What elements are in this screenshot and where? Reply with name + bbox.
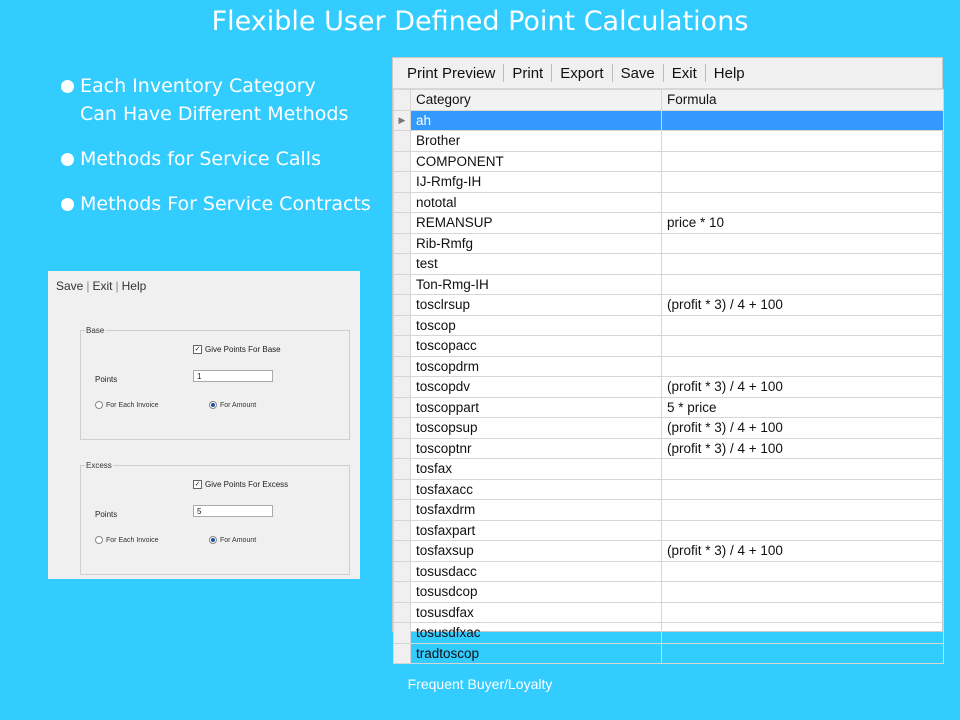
- formula-cell[interactable]: [662, 315, 944, 336]
- table-row[interactable]: [394, 110, 944, 131]
- table-row[interactable]: [394, 356, 944, 377]
- category-cell[interactable]: tosusdcop: [411, 582, 662, 603]
- base-points-label: Points: [95, 375, 118, 384]
- row-selector[interactable]: [394, 110, 411, 131]
- bullet-text: Methods for Service Calls: [80, 148, 321, 170]
- formula-cell[interactable]: [662, 561, 944, 582]
- give-points-excess-checkbox[interactable]: [193, 480, 288, 489]
- radio-label: For Each Invoice: [106, 536, 159, 544]
- formula-cell[interactable]: [662, 582, 944, 603]
- print-button[interactable]: Print: [512, 64, 544, 82]
- category-formula-window: [392, 57, 943, 661]
- radio-label: For Each Invoice: [106, 401, 159, 409]
- column-header-category[interactable]: Category: [411, 90, 662, 111]
- dialog-menu-bar: Save | Exit | Help: [53, 279, 149, 293]
- row-selector[interactable]: [394, 377, 411, 398]
- formula-cell[interactable]: [662, 131, 944, 152]
- formula-cell[interactable]: (profit * 3) / 4 + 100: [662, 418, 944, 439]
- excess-points-input[interactable]: 5: [193, 505, 273, 517]
- dialog-menu-save[interactable]: Save: [56, 279, 84, 293]
- formula-cell[interactable]: (profit * 3) / 4 + 100: [662, 377, 944, 398]
- category-cell[interactable]: tosusdfax: [411, 602, 662, 623]
- bullet-dot-icon: [61, 80, 74, 93]
- row-selector[interactable]: [394, 295, 411, 316]
- table-row[interactable]: [394, 377, 944, 398]
- export-button[interactable]: Export: [560, 64, 604, 82]
- category-cell[interactable]: toscopsup: [411, 418, 662, 439]
- formula-cell[interactable]: [662, 500, 944, 521]
- column-header-formula[interactable]: Formula: [662, 90, 944, 111]
- base-radio-each-invoice[interactable]: [95, 401, 159, 409]
- table-row[interactable]: [394, 254, 944, 275]
- formula-cell[interactable]: [662, 520, 944, 541]
- row-selector[interactable]: [394, 479, 411, 500]
- formula-cell[interactable]: [662, 479, 944, 500]
- category-cell[interactable]: tosusdacc: [411, 561, 662, 582]
- category-cell[interactable]: toscopdv: [411, 377, 662, 398]
- row-selector[interactable]: [394, 500, 411, 521]
- print-preview-button[interactable]: Print Preview: [407, 64, 496, 82]
- grid-toolbar: [393, 58, 942, 89]
- formula-cell[interactable]: price * 10: [662, 213, 944, 234]
- category-cell[interactable]: tosfaxdrm: [411, 500, 662, 521]
- excess-radio-each-invoice[interactable]: [95, 536, 159, 544]
- table-row[interactable]: [394, 336, 944, 357]
- row-selector[interactable]: [394, 356, 411, 377]
- bullet-dot-icon: [61, 198, 74, 211]
- table-row[interactable]: [394, 418, 944, 439]
- excess-group: [80, 461, 350, 575]
- table-row[interactable]: [394, 131, 944, 152]
- row-selector[interactable]: [394, 623, 411, 644]
- row-selector[interactable]: [394, 233, 411, 254]
- row-selector[interactable]: [394, 582, 411, 603]
- excess-points-label: Points: [95, 510, 118, 519]
- formula-cell[interactable]: [662, 233, 944, 254]
- radio-selected-icon: [209, 536, 217, 544]
- category-cell[interactable]: tosusdfxac: [411, 623, 662, 644]
- row-selector[interactable]: [394, 336, 411, 357]
- checkbox-label: Give Points For Excess: [205, 480, 289, 489]
- category-cell[interactable]: toscoppart: [411, 397, 662, 418]
- category-cell[interactable]: toscoptnr: [411, 438, 662, 459]
- table-row[interactable]: [394, 315, 944, 336]
- table-row[interactable]: [394, 151, 944, 172]
- category-cell[interactable]: test: [411, 254, 662, 275]
- row-selector[interactable]: [394, 274, 411, 295]
- table-row[interactable]: [394, 274, 944, 295]
- row-selector[interactable]: [394, 643, 411, 664]
- row-selector[interactable]: [394, 397, 411, 418]
- table-row[interactable]: [394, 500, 944, 521]
- row-selector[interactable]: [394, 520, 411, 541]
- category-cell[interactable]: Rib-Rmfg: [411, 233, 662, 254]
- formula-cell[interactable]: [662, 623, 944, 644]
- base-group: [80, 326, 350, 440]
- radio-label: For Amount: [220, 536, 257, 544]
- table-row[interactable]: [394, 623, 944, 644]
- formula-cell[interactable]: [662, 254, 944, 275]
- radio-selected-icon: [209, 401, 217, 409]
- category-cell[interactable]: toscop: [411, 315, 662, 336]
- excess-radio-for-amount[interactable]: [209, 536, 256, 544]
- formula-cell[interactable]: [662, 192, 944, 213]
- row-selector[interactable]: [394, 541, 411, 562]
- dialog-menu-exit[interactable]: Exit: [92, 279, 113, 293]
- table-row[interactable]: [394, 520, 944, 541]
- table-row[interactable]: [394, 602, 944, 623]
- bullet-item: [60, 190, 371, 218]
- row-selector[interactable]: [394, 151, 411, 172]
- table-row[interactable]: [394, 459, 944, 480]
- row-selector[interactable]: [394, 254, 411, 275]
- category-cell[interactable]: tosfaxsup: [411, 541, 662, 562]
- bullet-text: Methods For Service Contracts: [80, 193, 371, 215]
- category-cell[interactable]: IJ-Rmfg-IH: [411, 172, 662, 193]
- category-cell[interactable]: toscopacc: [411, 336, 662, 357]
- slide-title: Flexible User Defined Point Calculations: [211, 6, 749, 37]
- table-row[interactable]: [394, 172, 944, 193]
- category-cell[interactable]: REMANSUP: [411, 213, 662, 234]
- row-selector[interactable]: [394, 192, 411, 213]
- row-selector[interactable]: [394, 561, 411, 582]
- formula-cell[interactable]: [662, 151, 944, 172]
- table-row[interactable]: [394, 397, 944, 418]
- table-row[interactable]: [394, 582, 944, 603]
- formula-cell[interactable]: [662, 602, 944, 623]
- table-row[interactable]: [394, 213, 944, 234]
- category-cell[interactable]: nototal: [411, 192, 662, 213]
- row-selector[interactable]: [394, 602, 411, 623]
- checkbox-label: Give Points For Base: [205, 345, 281, 354]
- base-points-input[interactable]: 1: [193, 370, 273, 382]
- row-selector[interactable]: [394, 438, 411, 459]
- row-selector[interactable]: [394, 418, 411, 439]
- formula-cell[interactable]: [662, 274, 944, 295]
- category-cell[interactable]: ah: [411, 110, 662, 131]
- row-selector[interactable]: [394, 459, 411, 480]
- exit-button[interactable]: Exit: [671, 64, 697, 82]
- category-cell[interactable]: Brother: [411, 131, 662, 152]
- category-cell[interactable]: tosclrsup: [411, 295, 662, 316]
- category-cell[interactable]: tosfaxacc: [411, 479, 662, 500]
- bullet-text: Each Inventory Category: [80, 75, 316, 97]
- category-cell[interactable]: toscopdrm: [411, 356, 662, 377]
- row-header-corner: [394, 90, 411, 111]
- formula-cell[interactable]: [662, 110, 944, 131]
- checkbox-checked-icon: ✓: [194, 481, 201, 488]
- table-row[interactable]: [394, 295, 944, 316]
- formula-cell[interactable]: [662, 643, 944, 664]
- formula-cell[interactable]: (profit * 3) / 4 + 100: [662, 295, 944, 316]
- bullet-text: Can Have Different Methods: [80, 103, 349, 125]
- checkbox-checked-icon: ✓: [194, 346, 201, 353]
- table-row[interactable]: [394, 479, 944, 500]
- table-body: [394, 110, 944, 664]
- excess-group-label: Excess: [86, 461, 112, 470]
- table-row[interactable]: [394, 643, 944, 664]
- radio-icon: [95, 401, 103, 409]
- formula-cell[interactable]: [662, 172, 944, 193]
- dialog-menu-help[interactable]: Help: [121, 279, 147, 293]
- table-row[interactable]: [394, 541, 944, 562]
- row-selector[interactable]: [394, 213, 411, 234]
- category-cell[interactable]: COMPONENT: [411, 151, 662, 172]
- category-cell[interactable]: tosfaxpart: [411, 520, 662, 541]
- category-cell[interactable]: Ton-Rmg-IH: [411, 274, 662, 295]
- radio-label: For Amount: [220, 401, 257, 409]
- slide-footer: Frequent Buyer/Loyalty: [407, 676, 553, 692]
- formula-cell[interactable]: (profit * 3) / 4 + 100: [662, 541, 944, 562]
- table-row[interactable]: [394, 561, 944, 582]
- base-group-label: Base: [86, 326, 105, 335]
- current-row-arrow-icon: ▶: [398, 114, 406, 125]
- row-selector[interactable]: [394, 172, 411, 193]
- table-header-row: [394, 90, 944, 111]
- points-settings-dialog: [48, 271, 360, 579]
- bullet-dot-icon: [61, 153, 74, 166]
- table-row[interactable]: [394, 192, 944, 213]
- row-selector[interactable]: [394, 131, 411, 152]
- base-radio-for-amount[interactable]: [209, 401, 256, 409]
- table-row[interactable]: [394, 233, 944, 254]
- row-selector[interactable]: [394, 315, 411, 336]
- save-button[interactable]: Save: [620, 64, 655, 82]
- bullet-list: [60, 72, 371, 235]
- category-cell[interactable]: tradtoscop: [411, 643, 662, 664]
- radio-icon: [95, 536, 103, 544]
- table-row[interactable]: [394, 438, 944, 459]
- bullet-item: [60, 72, 371, 128]
- formula-cell[interactable]: [662, 356, 944, 377]
- help-button[interactable]: Help: [713, 64, 745, 82]
- give-points-base-checkbox[interactable]: [193, 345, 281, 354]
- bullet-item: [60, 145, 371, 173]
- category-cell[interactable]: tosfax: [411, 459, 662, 480]
- formula-cell[interactable]: [662, 459, 944, 480]
- formula-cell[interactable]: 5 * price: [662, 397, 944, 418]
- formula-cell[interactable]: (profit * 3) / 4 + 100: [662, 438, 944, 459]
- formula-cell[interactable]: [662, 336, 944, 357]
- category-formula-table: [393, 89, 944, 664]
